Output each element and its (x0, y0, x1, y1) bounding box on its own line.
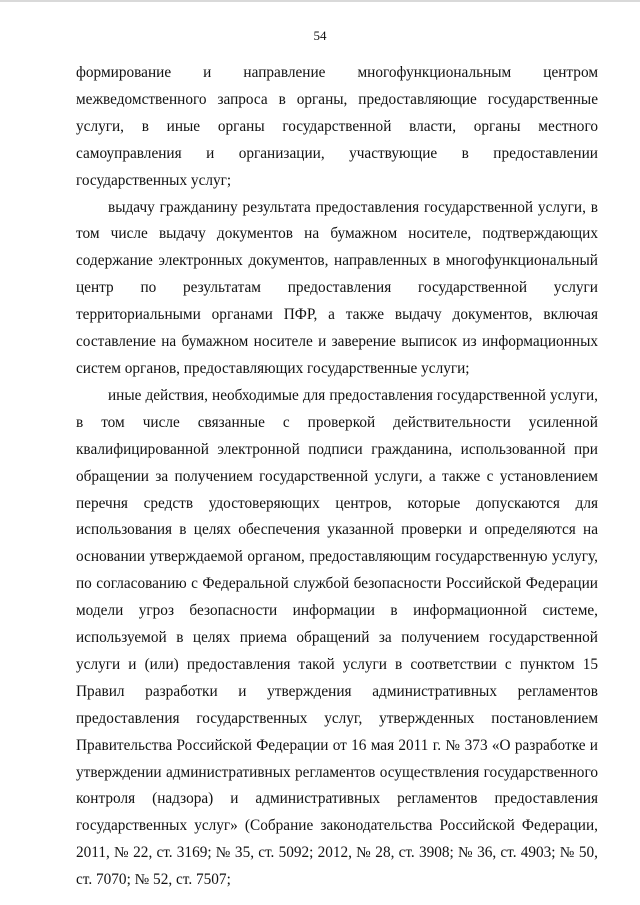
page-number: 54 (313, 28, 327, 43)
paragraph-mfc-interagency-request: формирование и направление многофункциональным центром межведомственного запроса в органы, предоставляющие государственные услуги, в иные органы государственной власти, органы местного самоуправления и организации, участвующие в предоставлении государственных услуг; (76, 64, 598, 189)
document-body (76, 60, 598, 894)
paragraph-result-issuance: выдачу гражданину результата предоставления государственной услуги, в том числе выдачу документов на бумажном носителе, подтверждающих содержание электронных документов, направленных в многофункциональный центр по результатам предоставления государственной услуги территориальными органами ПФР, а также выдачу документов, включая составление на бумажном носителе и заверение выписок из информационных систем органов, предоставляющих государственные услуги; (76, 198, 598, 377)
paragraph-other-actions: иные действия, необходимые для предоставления государственной услуги, в том числе связанные с проверкой действительности усиленной квалифицированной электронной подписи гражданина, использованной при обращении за получением государственной услуги, а также с установлением перечня средств удостоверяющих центров, которые допускаются для использования в целях обеспечения указанной проверки и определяются на основании утверждаемой органом, предоставляющим государственную услугу, по согласованию с Федеральной службой безопасности Российской Федерации модели угроз безопасности информации в информационной системе, используемой в целях приема обращений за получением государственной услуги и (или) предоставления такой услуги в соответствии с пунктом 15 Правил разработки и утверждения административных регламентов предоставления государственных услуг, утвержденных постановлением Правительства Российской Федерации от 16 мая 2011 г. № 373 «О разработке и утверждении административных регламентов осуществления государственного контроля (надзора) и административных регламентов предоставления государственных услуг» (Собрание законодательства Российской Федерации, 2011, № 22, ст. 3169; № 35, ст. 5092; 2012, № 28, ст. 3908; № 36, ст. 4903; № 50, ст. 7070; № 52, ст. 7507; (76, 386, 598, 889)
page-top-edge (0, 0, 640, 2)
